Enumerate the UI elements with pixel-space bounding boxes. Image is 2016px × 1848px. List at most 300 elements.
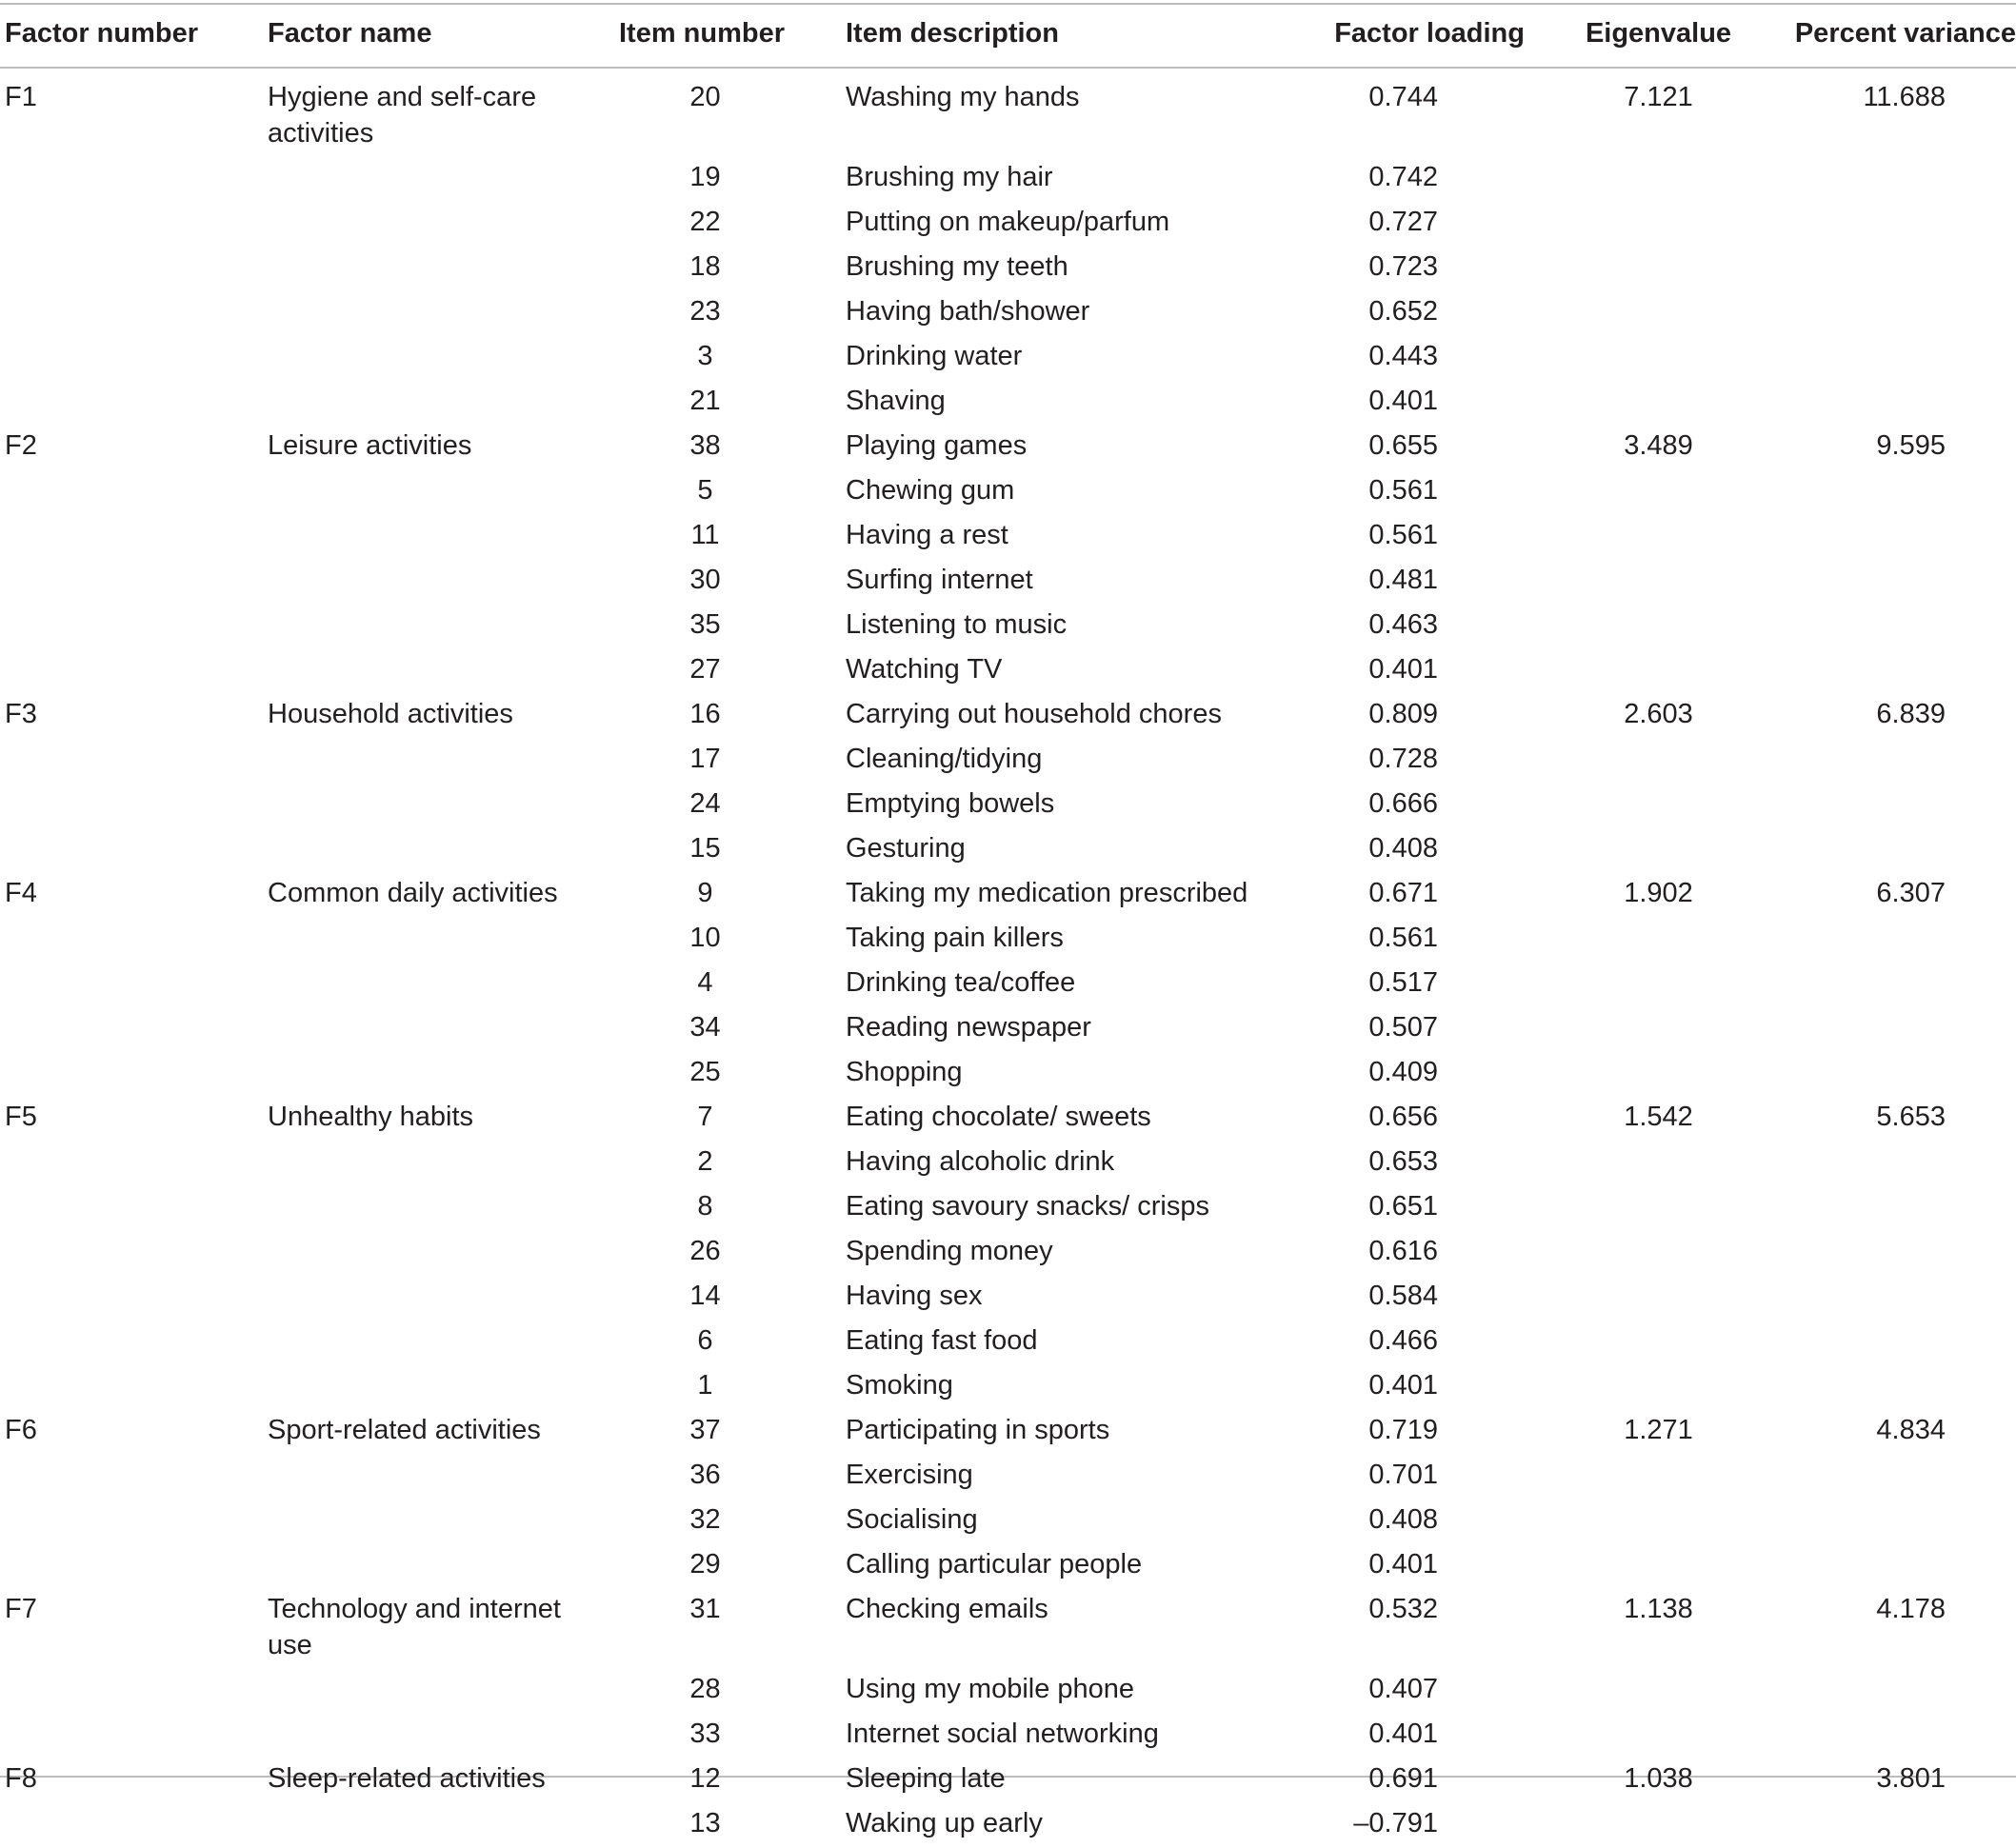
table-row	[0, 1714, 2016, 1759]
cell-factor-name	[268, 1186, 565, 1231]
header-row	[0, 0, 2016, 68]
cell-factor-name	[268, 1544, 565, 1589]
cell-factor-loading: 0.532	[1368, 1594, 1438, 1624]
cell-factor-number	[0, 649, 268, 694]
cell-factor-number	[0, 1231, 268, 1276]
cell-item-number: 10	[689, 923, 721, 953]
cell-factor-loading: 0.401	[1368, 1719, 1438, 1749]
cell-percent-variance	[1784, 1803, 2016, 1848]
cell-percent-variance	[1784, 1455, 2016, 1500]
table-row	[0, 426, 2016, 470]
cell-factor-name	[268, 1714, 565, 1759]
cell-factor-name: Technology and internet use	[268, 1594, 561, 1660]
cell-item-description: Having sex	[846, 1281, 983, 1311]
cell-eigenvalue	[1533, 470, 1784, 515]
cell-percent-variance	[1784, 291, 2016, 336]
cell-item-number: 16	[689, 699, 721, 729]
header-factor-name: Factor name	[268, 18, 432, 49]
cell-factor-name	[268, 1321, 565, 1365]
cell-percent-variance: 3.801	[1876, 1763, 1946, 1794]
table-row	[0, 694, 2016, 739]
cell-percent-variance	[1784, 470, 2016, 515]
cell-factor-name	[268, 1007, 565, 1052]
cell-item-description: Drinking water	[846, 341, 1023, 371]
cell-item-number: 24	[689, 788, 721, 819]
cell-item-description: Smoking	[846, 1370, 953, 1401]
header-eigenvalue: Eigenvalue	[1585, 18, 1732, 49]
table-row	[0, 560, 2016, 605]
cell-eigenvalue	[1533, 381, 1784, 426]
table-row	[0, 784, 2016, 828]
cell-item-description: Eating fast food	[846, 1325, 1038, 1356]
cell-item-number: 13	[689, 1808, 721, 1838]
cell-factor-loading: 0.651	[1368, 1191, 1438, 1222]
table-row	[0, 918, 2016, 963]
cell-item-description: Exercising	[846, 1460, 973, 1490]
cell-factor-name	[268, 649, 565, 694]
cell-item-description: Carrying out household chores	[846, 699, 1222, 729]
cell-percent-variance	[1784, 1231, 2016, 1276]
cell-factor-loading: 0.616	[1368, 1236, 1438, 1266]
cell-factor-name	[268, 739, 565, 784]
cell-factor-number	[0, 1803, 268, 1848]
cell-eigenvalue	[1533, 336, 1784, 381]
cell-factor-loading: 0.401	[1368, 386, 1438, 416]
cell-factor-number	[0, 739, 268, 784]
cell-factor-loading: 0.443	[1368, 341, 1438, 371]
cell-factor-name: Hygiene and self-care activities	[268, 82, 537, 149]
cell-eigenvalue	[1533, 1803, 1784, 1848]
cell-eigenvalue	[1533, 1186, 1784, 1231]
cell-factor-number: F7	[5, 1594, 37, 1624]
cell-factor-name	[268, 1052, 565, 1097]
cell-eigenvalue	[1533, 1455, 1784, 1500]
cell-factor-name	[268, 1142, 565, 1186]
cell-factor-number	[0, 918, 268, 963]
cell-item-description: Having a rest	[846, 520, 1008, 550]
table-row	[0, 1007, 2016, 1052]
cell-item-number: 20	[689, 82, 721, 112]
cell-eigenvalue	[1533, 963, 1784, 1007]
cell-item-number: 19	[689, 162, 721, 192]
cell-factor-name	[268, 918, 565, 963]
cell-eigenvalue	[1533, 515, 1784, 560]
cell-eigenvalue	[1533, 291, 1784, 336]
header-factor-number: Factor number	[5, 18, 199, 49]
cell-eigenvalue	[1533, 1007, 1784, 1052]
cell-item-number: 31	[689, 1594, 721, 1624]
cell-eigenvalue: 1.271	[1624, 1415, 1693, 1445]
cell-percent-variance	[1784, 157, 2016, 202]
cell-eigenvalue	[1533, 202, 1784, 247]
cell-item-description: Socialising	[846, 1504, 978, 1535]
cell-eigenvalue	[1533, 1142, 1784, 1186]
cell-item-description: Spending money	[846, 1236, 1053, 1266]
cell-factor-name	[268, 605, 565, 649]
cell-item-description: Listening to music	[846, 609, 1068, 640]
cell-percent-variance: 5.653	[1876, 1102, 1946, 1132]
cell-eigenvalue	[1533, 918, 1784, 963]
table-row	[0, 1097, 2016, 1142]
cell-factor-number	[0, 1052, 268, 1097]
cell-eigenvalue	[1533, 1052, 1784, 1097]
cell-factor-loading: 0.655	[1368, 430, 1438, 461]
table-row	[0, 1142, 2016, 1186]
cell-factor-loading: 0.407	[1368, 1674, 1438, 1704]
cell-factor-loading: 0.652	[1368, 296, 1438, 327]
cell-percent-variance	[1784, 1276, 2016, 1321]
table-row	[0, 1321, 2016, 1365]
table-row	[0, 1759, 2016, 1803]
cell-percent-variance	[1784, 1669, 2016, 1714]
cell-item-number: 11	[690, 520, 720, 550]
cell-eigenvalue	[1533, 1365, 1784, 1410]
cell-factor-loading: 0.653	[1368, 1146, 1438, 1177]
table-row	[0, 470, 2016, 515]
cell-factor-name: Common daily activities	[268, 878, 558, 908]
cell-factor-number	[0, 336, 268, 381]
cell-item-description: Internet social networking	[846, 1719, 1159, 1749]
cell-eigenvalue	[1533, 649, 1784, 694]
cell-factor-name	[268, 515, 565, 560]
cell-factor-number	[0, 605, 268, 649]
cell-percent-variance	[1784, 1500, 2016, 1544]
cell-item-number: 7	[697, 1102, 713, 1132]
cell-factor-loading: 0.561	[1368, 520, 1438, 550]
cell-factor-number	[0, 1142, 268, 1186]
cell-factor-loading: 0.809	[1368, 699, 1438, 729]
table-row	[0, 157, 2016, 202]
cell-factor-name	[268, 470, 565, 515]
cell-factor-loading: 0.481	[1368, 565, 1438, 595]
cell-item-number: 14	[689, 1281, 721, 1311]
cell-item-number: 5	[697, 475, 713, 506]
cell-factor-number	[0, 1714, 268, 1759]
cell-percent-variance	[1784, 202, 2016, 247]
cell-item-number: 27	[689, 654, 721, 685]
table-row	[0, 1669, 2016, 1714]
cell-factor-number	[0, 1007, 268, 1052]
table-row	[0, 1803, 2016, 1848]
cell-factor-name	[268, 247, 565, 291]
cell-item-number: 1	[697, 1370, 713, 1401]
cell-eigenvalue	[1533, 1714, 1784, 1759]
cell-factor-number	[0, 1669, 268, 1714]
cell-item-description: Surfing internet	[846, 565, 1033, 595]
cell-item-number: 2	[697, 1146, 713, 1177]
cell-percent-variance	[1784, 1052, 2016, 1097]
cell-factor-number: F8	[5, 1763, 37, 1794]
cell-eigenvalue	[1533, 1321, 1784, 1365]
cell-eigenvalue	[1533, 605, 1784, 649]
cell-item-number: 17	[689, 744, 721, 774]
cell-percent-variance: 4.178	[1876, 1594, 1946, 1624]
cell-item-description: Calling particular people	[846, 1549, 1143, 1580]
cell-item-number: 15	[689, 833, 721, 864]
cell-factor-loading: 0.584	[1368, 1281, 1438, 1311]
table-row	[0, 336, 2016, 381]
cell-item-number: 38	[689, 430, 721, 461]
cell-item-description: Washing my hands	[846, 82, 1080, 112]
cell-factor-name	[268, 336, 565, 381]
cell-factor-number	[0, 202, 268, 247]
cell-eigenvalue: 7.121	[1624, 82, 1693, 112]
cell-percent-variance	[1784, 1321, 2016, 1365]
cell-factor-name: Leisure activities	[268, 430, 472, 461]
cell-factor-number	[0, 381, 268, 426]
table-row	[0, 1544, 2016, 1589]
cell-eigenvalue	[1533, 1276, 1784, 1321]
cell-eigenvalue	[1533, 247, 1784, 291]
cell-factor-number	[0, 963, 268, 1007]
cell-factor-name: Unhealthy habits	[268, 1102, 474, 1132]
cell-percent-variance	[1784, 381, 2016, 426]
cell-item-number: 32	[689, 1504, 721, 1535]
cell-item-description: Emptying bowels	[846, 788, 1055, 819]
cell-factor-name	[268, 157, 565, 202]
cell-factor-loading: 0.401	[1368, 1549, 1438, 1580]
table-row	[0, 68, 2016, 157]
cell-percent-variance	[1784, 828, 2016, 873]
cell-factor-loading: 0.463	[1368, 609, 1438, 640]
cell-eigenvalue	[1533, 1500, 1784, 1544]
cell-factor-name: Sport-related activities	[268, 1415, 541, 1445]
table-row	[0, 828, 2016, 873]
cell-item-description: Brushing my hair	[846, 162, 1053, 192]
cell-item-number: 4	[697, 967, 713, 998]
cell-factor-loading: 0.409	[1368, 1057, 1438, 1087]
cell-item-description: Taking pain killers	[846, 923, 1064, 953]
table-row	[0, 739, 2016, 784]
cell-factor-number	[0, 1544, 268, 1589]
cell-factor-number: F3	[5, 699, 37, 729]
cell-eigenvalue	[1533, 1231, 1784, 1276]
cell-item-number: 35	[689, 609, 721, 640]
cell-factor-name: Sleep-related activities	[268, 1763, 546, 1794]
cell-eigenvalue: 1.038	[1624, 1763, 1693, 1794]
cell-factor-loading: 0.691	[1368, 1763, 1438, 1794]
table-row	[0, 202, 2016, 247]
table-row	[0, 1231, 2016, 1276]
cell-eigenvalue: 2.603	[1624, 699, 1693, 729]
cell-percent-variance	[1784, 247, 2016, 291]
cell-factor-name	[268, 1231, 565, 1276]
cell-eigenvalue: 1.542	[1624, 1102, 1693, 1132]
cell-factor-number: F4	[5, 878, 37, 908]
cell-eigenvalue	[1533, 784, 1784, 828]
cell-factor-loading: 0.723	[1368, 251, 1438, 282]
cell-item-description: Eating chocolate/ sweets	[846, 1102, 1151, 1132]
header-percent-variance: Percent variance	[1794, 18, 2016, 49]
cell-factor-name	[268, 1455, 565, 1500]
cell-factor-number	[0, 1276, 268, 1321]
cell-percent-variance	[1784, 1186, 2016, 1231]
cell-percent-variance	[1784, 1142, 2016, 1186]
cell-item-description: Eating savoury snacks/ crisps	[846, 1191, 1209, 1222]
cell-factor-loading: 0.701	[1368, 1460, 1438, 1490]
cell-eigenvalue: 3.489	[1624, 430, 1693, 461]
table-row	[0, 963, 2016, 1007]
header-item-description: Item description	[846, 18, 1059, 49]
cell-factor-number: F1	[5, 82, 37, 112]
cell-factor-loading: 0.408	[1368, 833, 1438, 864]
table-row	[0, 1410, 2016, 1455]
table-row	[0, 873, 2016, 918]
cell-factor-loading: 0.401	[1368, 1370, 1438, 1401]
cell-item-number: 36	[689, 1460, 721, 1490]
cell-percent-variance	[1784, 1365, 2016, 1410]
cell-item-description: Cleaning/tidying	[846, 744, 1043, 774]
cell-percent-variance	[1784, 1544, 2016, 1589]
cell-item-number: 30	[689, 565, 721, 595]
cell-percent-variance	[1784, 649, 2016, 694]
cell-factor-loading: 0.744	[1368, 82, 1438, 112]
cell-eigenvalue	[1533, 560, 1784, 605]
cell-item-number: 34	[689, 1012, 721, 1043]
cell-item-description: Brushing my teeth	[846, 251, 1068, 282]
cell-factor-number	[0, 1455, 268, 1500]
cell-item-description: Checking emails	[846, 1594, 1048, 1624]
cell-eigenvalue	[1533, 157, 1784, 202]
table-row	[0, 1276, 2016, 1321]
cell-factor-name	[268, 1276, 565, 1321]
cell-factor-number: F2	[5, 430, 37, 461]
cell-factor-loading: 0.742	[1368, 162, 1438, 192]
cell-item-number: 26	[689, 1236, 721, 1266]
cell-percent-variance	[1784, 560, 2016, 605]
cell-factor-number	[0, 1365, 268, 1410]
cell-item-number: 21	[689, 386, 721, 416]
cell-factor-number	[0, 515, 268, 560]
cell-factor-number	[0, 828, 268, 873]
cell-item-number: 3	[697, 341, 713, 371]
cell-item-description: Shopping	[846, 1057, 963, 1087]
cell-factor-loading: 0.719	[1368, 1415, 1438, 1445]
table-row	[0, 1365, 2016, 1410]
cell-factor-loading: 0.401	[1368, 654, 1438, 685]
cell-item-description: Watching TV	[846, 654, 1003, 685]
cell-item-description: Chewing gum	[846, 475, 1015, 506]
cell-item-description: Shaving	[846, 386, 946, 416]
cell-item-description: Participating in sports	[846, 1415, 1110, 1445]
cell-factor-number	[0, 1321, 268, 1365]
cell-percent-variance: 9.595	[1876, 430, 1946, 461]
table-row	[0, 1186, 2016, 1231]
cell-percent-variance	[1784, 784, 2016, 828]
cell-factor-loading: 0.507	[1368, 1012, 1438, 1043]
cell-factor-number	[0, 291, 268, 336]
cell-item-description: Waking up early	[846, 1808, 1043, 1838]
cell-percent-variance	[1784, 1007, 2016, 1052]
table-row	[0, 515, 2016, 560]
cell-eigenvalue: 1.902	[1624, 878, 1693, 908]
table-row	[0, 1455, 2016, 1500]
cell-item-description: Taking my medication prescribed	[846, 878, 1248, 908]
cell-factor-loading: 0.561	[1368, 923, 1438, 953]
cell-item-number: 37	[689, 1415, 721, 1445]
header-factor-loading: Factor loading	[1334, 18, 1525, 49]
cell-item-number: 6	[697, 1325, 713, 1356]
cell-factor-number	[0, 1500, 268, 1544]
cell-factor-loading: 0.656	[1368, 1102, 1438, 1132]
cell-percent-variance	[1784, 963, 2016, 1007]
cell-factor-loading: 0.517	[1368, 967, 1438, 998]
cell-percent-variance: 6.839	[1876, 699, 1946, 729]
cell-factor-number	[0, 157, 268, 202]
cell-factor-number	[0, 560, 268, 605]
table-body	[0, 68, 2016, 1848]
cell-factor-loading: 0.408	[1368, 1504, 1438, 1535]
cell-factor-number	[0, 1186, 268, 1231]
cell-percent-variance	[1784, 918, 2016, 963]
cell-factor-name	[268, 1669, 565, 1714]
cell-item-description: Playing games	[846, 430, 1028, 461]
cell-item-description: Reading newspaper	[846, 1012, 1091, 1043]
cell-item-number: 25	[689, 1057, 721, 1087]
cell-item-description: Having alcoholic drink	[846, 1146, 1115, 1177]
cell-eigenvalue	[1533, 828, 1784, 873]
cell-percent-variance: 11.688	[1863, 82, 1946, 112]
cell-item-description: Using my mobile phone	[846, 1674, 1135, 1704]
cell-percent-variance	[1784, 336, 2016, 381]
table-row	[0, 381, 2016, 426]
table-row	[0, 1052, 2016, 1097]
cell-factor-name	[268, 784, 565, 828]
header-item-number: Item number	[619, 18, 786, 49]
cell-factor-name	[268, 202, 565, 247]
table-row	[0, 1500, 2016, 1544]
cell-factor-loading: 0.728	[1368, 744, 1438, 774]
cell-item-number: 9	[697, 878, 713, 908]
cell-factor-loading: 0.671	[1368, 878, 1438, 908]
cell-item-description: Sleeping late	[846, 1763, 1006, 1794]
cell-factor-loading: 0.666	[1368, 788, 1438, 819]
cell-factor-name	[268, 828, 565, 873]
cell-item-number: 23	[689, 296, 721, 327]
cell-item-number: 12	[689, 1763, 721, 1794]
cell-percent-variance	[1784, 1714, 2016, 1759]
cell-percent-variance	[1784, 515, 2016, 560]
cell-percent-variance	[1784, 739, 2016, 784]
cell-factor-name	[268, 1803, 565, 1848]
cell-factor-name	[268, 1500, 565, 1544]
cell-eigenvalue	[1533, 1669, 1784, 1714]
cell-factor-number	[0, 247, 268, 291]
cell-eigenvalue	[1533, 1544, 1784, 1589]
cell-item-number: 18	[689, 251, 721, 282]
cell-item-description: Gesturing	[846, 833, 966, 864]
cell-factor-number: F5	[5, 1102, 37, 1132]
cell-factor-name	[268, 1365, 565, 1410]
cell-item-description: Putting on makeup/parfum	[846, 207, 1170, 237]
cell-eigenvalue: 1.138	[1624, 1594, 1693, 1624]
cell-factor-number	[0, 470, 268, 515]
cell-factor-name	[268, 381, 565, 426]
cell-item-number: 22	[689, 207, 721, 237]
cell-factor-loading: 0.561	[1368, 475, 1438, 506]
cell-factor-number: F6	[5, 1415, 37, 1445]
table-header	[0, 0, 2016, 68]
table-row	[0, 247, 2016, 291]
cell-percent-variance: 4.834	[1876, 1415, 1946, 1445]
table-row	[0, 605, 2016, 649]
cell-factor-name	[268, 560, 565, 605]
cell-factor-loading: –0.791	[1353, 1808, 1438, 1838]
table-row	[0, 291, 2016, 336]
cell-eigenvalue	[1533, 739, 1784, 784]
table-row	[0, 649, 2016, 694]
cell-item-number: 29	[689, 1549, 721, 1580]
